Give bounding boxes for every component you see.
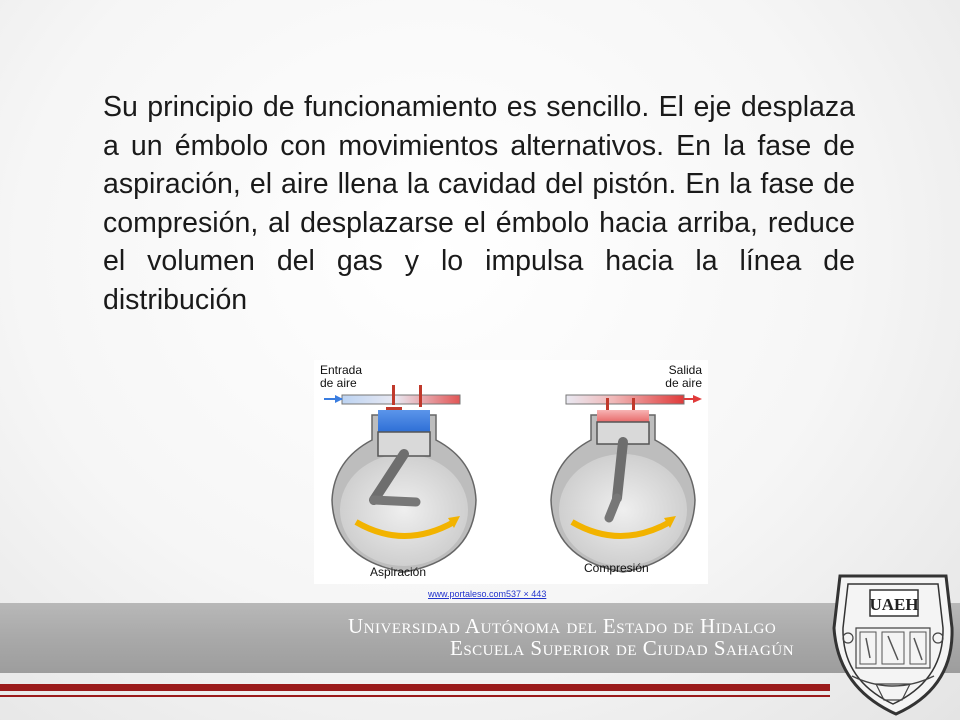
left-crankcase [340,454,468,566]
left-air-chamber [378,410,430,432]
right-valve-2 [632,398,635,412]
compression-stage [551,395,702,572]
right-pipe [566,395,684,404]
aspiration-stage [324,385,476,572]
compressor-diagram-svg [314,360,708,584]
university-name: Universidad Autónoma del Estado de Hidalgo [348,614,777,638]
right-valve-1 [606,398,609,412]
left-crank-arm [374,500,416,502]
footer-red-line-thick [0,684,830,691]
left-pipe [342,395,460,404]
compressor-diagram [314,360,708,584]
right-air-chamber [597,410,649,422]
outlet-label: Salida de aire [665,363,702,390]
school-name: Escuela Superior de Ciudad Sahagún [450,636,795,660]
left-valve-1 [392,385,395,405]
outlet-arrow-head [693,395,702,403]
body-paragraph: Su principio de funcionamiento es sencillo. El eje desplaza a un émbolo con movimientos alternativos. En la fase de aspiración, el aire llena la cavidad del pistón. En la fase de compresión, al desplazarse el émbolo hacia arriba, reduce el volumen del gas y lo impulsa hacia la línea de distribución [103,91,855,316]
left-valve-2 [419,385,422,407]
image-source-link[interactable]: www.portaleso.com537 × 443 [428,589,547,599]
crest-icon [826,568,960,720]
footer-red-line-thin [0,695,830,697]
compression-caption: Compresión [584,561,649,575]
svg-text:UAEH: UAEH [869,595,919,614]
inlet-label: Entrada de aire [320,363,363,390]
right-connecting-rod [617,442,623,498]
aspiration-caption: Aspiración [370,565,427,579]
university-crest-logo [826,568,960,720]
